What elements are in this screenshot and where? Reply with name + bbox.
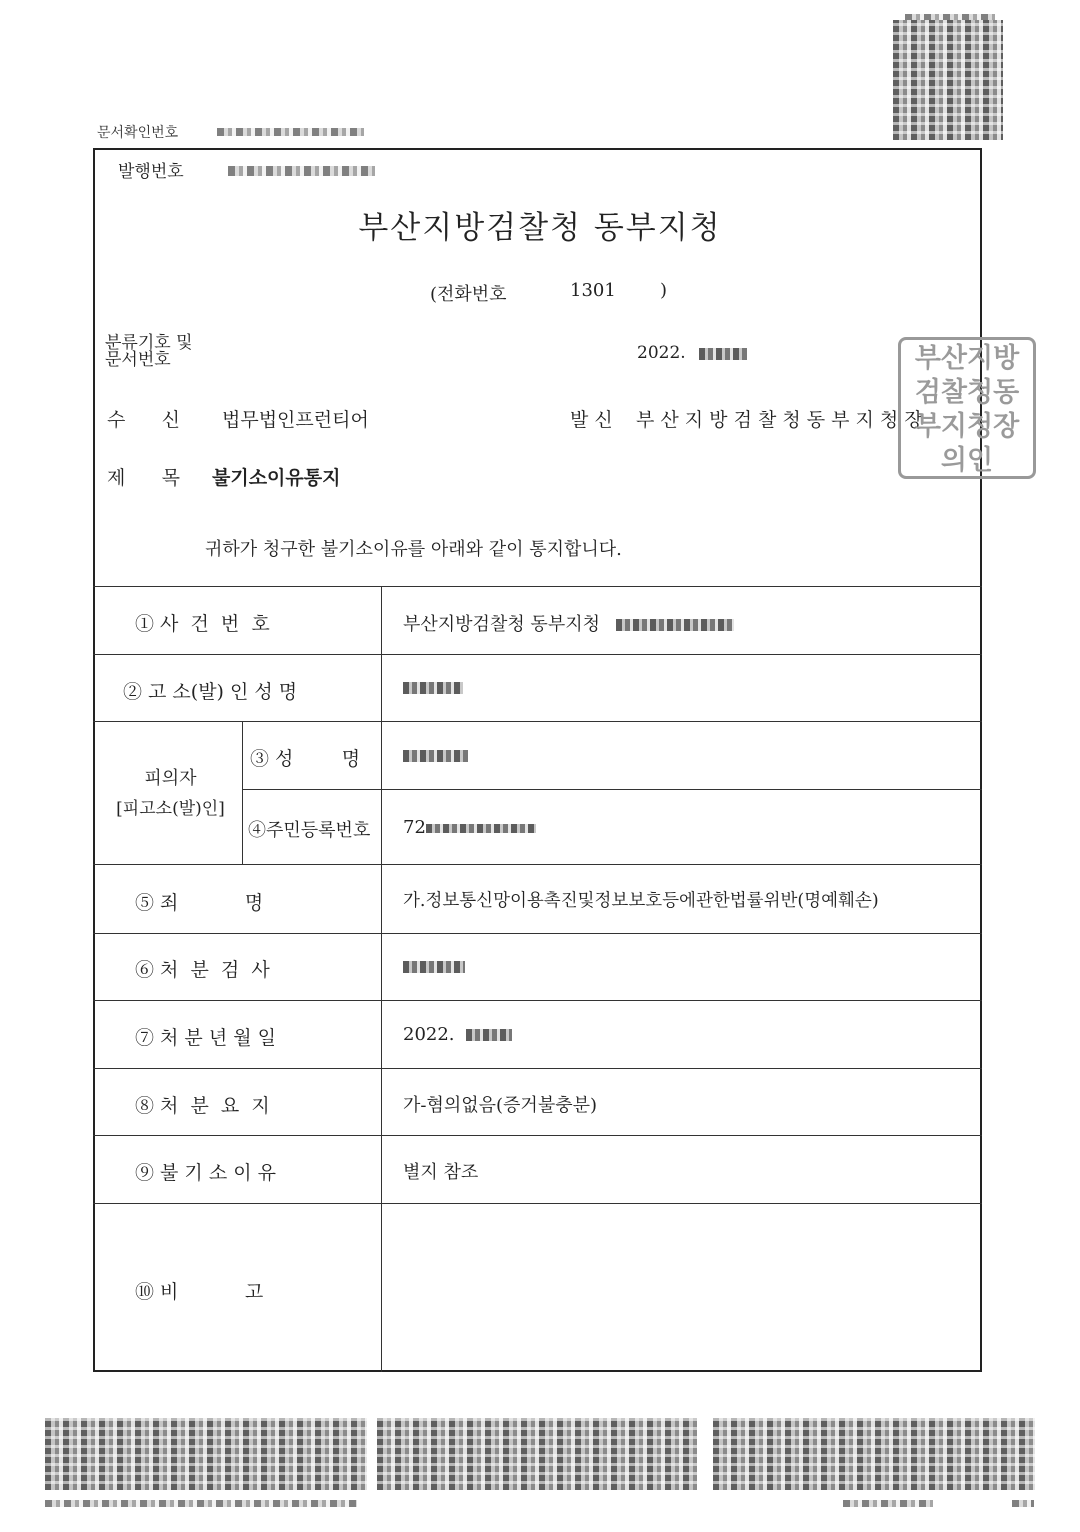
- case-number-label: ① 사 건 번 호: [135, 613, 270, 635]
- recipient-name: 법무법인프런티어: [222, 409, 369, 431]
- table-line: [93, 721, 982, 722]
- charge-label: ⑤ 죄 명: [135, 892, 264, 914]
- seal-line: 의인: [940, 445, 994, 476]
- suspect-label: [113, 764, 228, 824]
- complainant-name-redacted: [403, 682, 463, 694]
- suspect-name-label: ③ 성 명: [250, 748, 361, 770]
- qr-code-top: [893, 20, 1003, 140]
- table-line: [93, 586, 982, 587]
- non-indictment-reason-label: ⑨ 불 기 소 이 유: [135, 1162, 276, 1184]
- disposition-date-text: 2022.: [403, 1024, 455, 1045]
- table-line: [93, 933, 982, 934]
- table-divider: [381, 586, 382, 1372]
- prosecutor-redacted: [403, 961, 465, 973]
- class-label: [105, 335, 193, 369]
- table-line: [93, 864, 982, 865]
- phone-prefix: (전화번호: [430, 284, 507, 305]
- confirm-number-redacted: [217, 128, 364, 136]
- suspect-name-value: [403, 745, 468, 766]
- seal-line: 부산지방: [914, 343, 1020, 374]
- resident-number-redacted: [426, 824, 536, 833]
- confirm-number-label: 문서확인번호: [97, 125, 179, 141]
- date-redacted: [699, 348, 747, 360]
- table-divider: [242, 721, 243, 864]
- suspect-label-line2: [피고소(발)인]: [116, 799, 225, 819]
- resident-number-label: ④주민등록번호: [248, 820, 371, 841]
- table-line: [93, 654, 982, 655]
- barcode-left: [45, 1418, 367, 1490]
- table-line: [93, 1068, 982, 1069]
- sender-label: 발 신: [570, 409, 613, 431]
- seal-line: 검찰청동: [914, 377, 1020, 408]
- suspect-label-line1: 피의자: [144, 768, 197, 789]
- table-line: [93, 1203, 982, 1204]
- disposition-date-label: ⑦ 처 분 년 월 일: [135, 1027, 276, 1049]
- case-number-text: 부산지방검찰청 동부지청: [403, 614, 600, 635]
- case-number-value: [403, 610, 734, 636]
- barcode-right: [713, 1418, 1035, 1490]
- disposition-summary-label: ⑧ 처 분 요 지: [135, 1095, 270, 1117]
- resident-number-value: [403, 817, 536, 838]
- table-line: [242, 789, 982, 790]
- barcode-center: [377, 1418, 697, 1490]
- issue-number-redacted: [228, 166, 375, 176]
- class-label-line2: 문서번호: [105, 350, 171, 370]
- suspect-name-redacted: [403, 750, 468, 762]
- footer-redacted: [1012, 1500, 1034, 1507]
- recipient-label: 수 신: [107, 409, 180, 431]
- prosecutor-value: [403, 956, 465, 977]
- class-label-line1: 분류기호 및: [105, 333, 193, 353]
- redacted-text: [905, 14, 995, 20]
- issue-number-label: 발행번호: [118, 162, 184, 182]
- subject-text: 불기소이유통지: [212, 467, 341, 489]
- sender-name: 부 산 지 방 검 찰 청 동 부 지 청 장: [636, 409, 923, 431]
- phone-suffix: ): [660, 280, 668, 301]
- disposition-date-value: [403, 1024, 512, 1045]
- case-number-redacted: [616, 619, 734, 631]
- footer-redacted: [843, 1500, 933, 1507]
- table-line: [93, 1000, 982, 1001]
- subject-label: 제 목: [107, 467, 180, 489]
- resident-number-text: 72: [403, 817, 426, 838]
- footer-redacted: [45, 1500, 357, 1507]
- disposition-summary-value: 가-혐의없음(증거불충분): [403, 1095, 598, 1116]
- document-title: 부산지방검찰청 동부지청: [358, 210, 722, 246]
- complainant-name-value: [403, 677, 463, 698]
- official-seal: [898, 337, 1036, 479]
- document-date: [637, 343, 747, 363]
- prosecutor-label: ⑥ 처 분 검 사: [135, 959, 270, 981]
- remarks-label: ⑩ 비 고: [135, 1281, 264, 1303]
- non-indictment-reason-value: 별지 참조: [403, 1162, 479, 1183]
- date-text: 2022.: [637, 343, 686, 363]
- seal-line: 부지청장: [914, 411, 1020, 442]
- document-frame: [93, 148, 982, 1372]
- intro-text: 귀하가 청구한 불기소이유를 아래와 같이 통지합니다.: [205, 539, 622, 560]
- complainant-name-label: ② 고 소(발) 인 성 명: [123, 681, 298, 703]
- table-line: [93, 1135, 982, 1136]
- phone-number: 1301: [570, 280, 616, 301]
- disposition-date-redacted: [466, 1029, 512, 1041]
- charge-value: 가.정보통신망이용촉진및정보보호등에관한법률위반(명예훼손): [403, 891, 879, 911]
